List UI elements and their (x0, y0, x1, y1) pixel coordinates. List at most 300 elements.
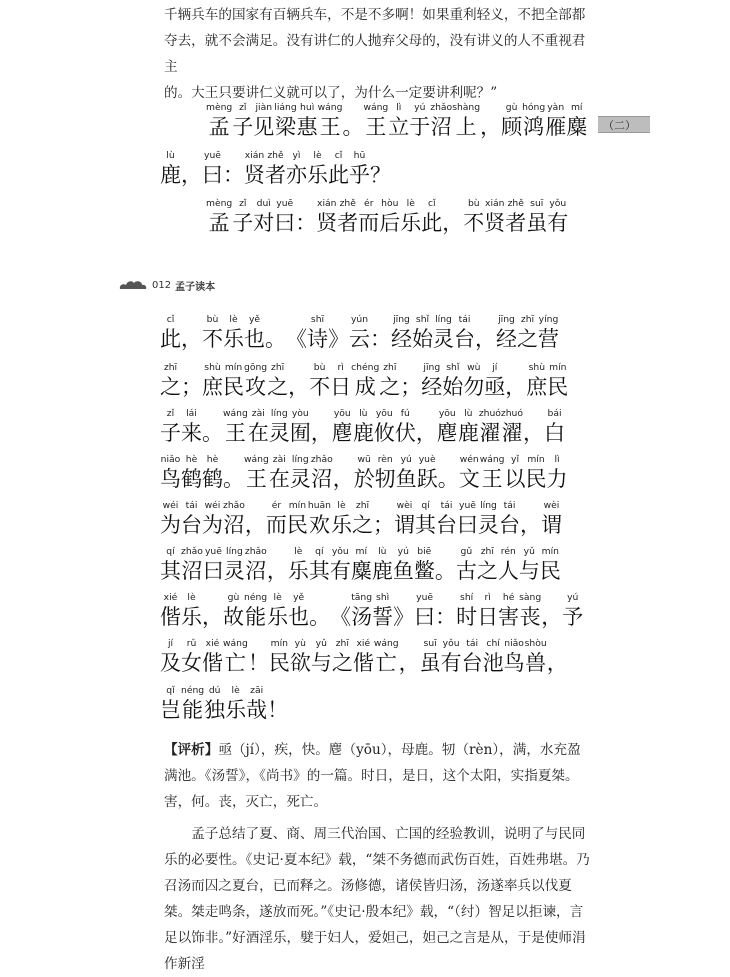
char-unit (463, 198, 484, 236)
hanzi: 见 (253, 115, 275, 139)
pinyin: duì (256, 198, 271, 209)
char-unit (181, 150, 202, 188)
pinyin: qǐ (166, 685, 175, 696)
cloud-ornament-icon (118, 278, 148, 292)
char-unit (248, 408, 269, 446)
pinyin: zài (251, 408, 265, 419)
char-unit (415, 500, 436, 538)
hanzi: 民 (525, 467, 547, 491)
hanzi: 害 (498, 605, 520, 629)
char-unit (498, 546, 519, 584)
pinyin: mín (288, 500, 307, 511)
char-unit (265, 150, 286, 188)
hanzi: ， (541, 605, 563, 629)
char-unit (379, 198, 400, 236)
pinyin: gù (505, 102, 518, 113)
pinyin: yuè (418, 454, 436, 465)
hanzi: ， (523, 421, 544, 445)
char-unit (545, 102, 566, 140)
char-unit (290, 454, 311, 492)
pinyin: wáng (363, 102, 389, 113)
pinyin: líng (270, 408, 288, 419)
hanzi: ， (415, 421, 437, 445)
pinyin: lù (464, 408, 473, 419)
pinyin: yǒu (331, 546, 349, 557)
char-unit (202, 592, 223, 630)
hanzi: 《 (286, 327, 307, 351)
hanzi: 孟 (208, 115, 230, 139)
char-unit (309, 592, 330, 630)
char-unit (354, 454, 375, 492)
char-unit (333, 454, 354, 492)
hanzi: 鸟 (160, 467, 181, 491)
hanzi: 此 (328, 163, 349, 187)
hanzi: 梁 (274, 115, 296, 139)
hanzi: 不 (463, 211, 485, 235)
hanzi: 王 (245, 467, 267, 491)
char-unit (525, 638, 547, 676)
char-unit (547, 638, 568, 676)
pinyin: huān (307, 500, 332, 511)
pinyin: yǔ (523, 546, 535, 557)
pinyin: zǐ (239, 198, 247, 209)
char-unit (269, 454, 290, 492)
pinyin: mí (355, 546, 368, 557)
char-unit (160, 408, 181, 446)
pinyin: xián (485, 198, 505, 209)
char-unit (438, 454, 459, 492)
hanzi: 汤 (351, 605, 373, 629)
char-unit (308, 500, 331, 538)
pinyin: jí (167, 638, 174, 649)
pinyin: yuē (459, 500, 476, 511)
char-unit (435, 592, 456, 630)
hanzi: 兽 (525, 651, 547, 675)
char-unit (544, 408, 565, 446)
hanzi: 攸 (373, 421, 395, 445)
pinyin: yàn (547, 102, 565, 113)
char-unit (342, 102, 363, 140)
hanzi: 民 (547, 375, 569, 399)
char-unit (351, 592, 372, 630)
char-unit (295, 198, 316, 236)
pinyin: bù (206, 314, 219, 325)
pinyin: zhuó (500, 408, 523, 419)
char-unit (267, 592, 288, 630)
pinyin: zhuó (478, 408, 501, 419)
hanzi: 女 (181, 651, 202, 675)
hanzi: 乐 (400, 211, 422, 235)
pinyin: yún (350, 314, 369, 325)
hanzi: 台 (181, 513, 202, 537)
char-unit (388, 102, 409, 140)
char-unit (232, 102, 253, 140)
char-unit (430, 102, 452, 140)
char-unit (541, 592, 562, 630)
char-unit (400, 198, 421, 236)
hanzi: 谓 (394, 513, 416, 537)
pinyin: rèn (377, 454, 393, 465)
char-unit (318, 102, 343, 140)
hanzi: 鸿 (523, 115, 545, 139)
char-unit (547, 454, 568, 492)
char-unit (206, 198, 232, 236)
hanzi: 勿 (463, 375, 485, 399)
char-unit (202, 638, 223, 676)
hanzi: 日 (330, 375, 352, 399)
char-unit (265, 314, 286, 352)
hanzi: 》 (328, 327, 349, 351)
char-unit (269, 408, 290, 446)
char-unit (420, 638, 441, 676)
char-unit (421, 198, 442, 236)
char-unit (435, 546, 456, 584)
pinyin: mí (570, 102, 583, 113)
pinyin: jīng (498, 314, 515, 325)
char-unit (523, 408, 544, 446)
hanzi: 麋 (350, 559, 372, 583)
char-unit (541, 500, 562, 538)
page-number: 012 (152, 279, 172, 291)
hanzi: 。 (342, 115, 364, 139)
char-unit (562, 592, 583, 630)
char-unit (441, 638, 462, 676)
char-unit (244, 362, 267, 400)
hanzi: 。 (437, 467, 459, 491)
pinyin: lè (294, 546, 303, 557)
pinyin: shù (204, 362, 221, 373)
text-line (160, 685, 288, 723)
char-unit (311, 454, 333, 492)
pinyin: xián (244, 150, 265, 161)
hanzi: 之 (517, 327, 538, 351)
translation-block (164, 2, 594, 106)
hanzi: 》 (393, 605, 415, 629)
hanzi: 于 (409, 115, 431, 139)
running-header (118, 276, 215, 294)
char-unit (311, 638, 332, 676)
pinyin: xié (205, 638, 220, 649)
hanzi: ！ (247, 651, 269, 675)
hanzi: 此 (160, 327, 181, 351)
pinyin: wáng (223, 408, 248, 419)
hanzi: 庶 (202, 375, 223, 399)
char-unit (475, 314, 496, 352)
hanzi: 台 (454, 327, 475, 351)
pinyin: dú (208, 685, 221, 696)
pinyin: yuē (416, 592, 434, 603)
pinyin: zhǎo (310, 454, 333, 465)
pinyin: zhī (163, 362, 178, 373)
char-unit (566, 102, 587, 140)
hanzi: 亦 (286, 163, 307, 187)
hanzi: 虽 (419, 651, 441, 675)
pinyin: niǎo (160, 454, 181, 465)
char-unit (269, 638, 290, 676)
pinyin: lù (359, 408, 368, 419)
hanzi: 始 (412, 327, 433, 351)
pinyin: lè (187, 592, 196, 603)
text-line (160, 638, 568, 676)
char-unit (223, 150, 244, 188)
char-unit (416, 408, 437, 446)
char-unit (288, 546, 309, 584)
hanzi: 哉 (246, 698, 268, 722)
char-unit (288, 592, 309, 630)
hanzi: ； (400, 375, 422, 399)
char-unit (204, 685, 225, 723)
pinyin: hè (185, 454, 198, 465)
char-unit (504, 638, 525, 676)
char-unit (224, 546, 245, 584)
char-unit (437, 408, 458, 446)
pinyin: xié (163, 592, 178, 603)
hanzi: 营 (538, 327, 559, 351)
pinyin: shù (528, 362, 546, 373)
pinyin: yǒu (549, 198, 567, 209)
char-unit (181, 454, 202, 492)
char-unit (267, 546, 288, 584)
hanzi: 麋 (566, 115, 588, 139)
char-unit (370, 150, 391, 188)
char-unit (223, 592, 244, 630)
char-unit (160, 638, 181, 676)
hanzi: 始 (442, 375, 464, 399)
hanzi: 台 (461, 651, 483, 675)
hanzi: 王 (224, 421, 246, 445)
char-unit (484, 198, 505, 236)
char-unit (505, 454, 526, 492)
hanzi: 贤 (484, 211, 506, 235)
char-unit (519, 592, 541, 630)
analysis-notes: 亟（jí），疾，快。麀（yōu），母鹿。牣（rèn），满，水充盈满池。《汤誓》，《尚书》的一篇。时日，是日，这个太阳，实指夏桀。害，何。丧，灭亡，死亡。 (164, 742, 581, 810)
char-unit (286, 150, 307, 188)
pinyin: yōu (438, 408, 456, 419)
char-unit (244, 314, 265, 352)
char-unit (160, 454, 181, 492)
hanzi: 偕 (160, 605, 181, 629)
pinyin: néng (181, 685, 205, 696)
char-unit (203, 546, 224, 584)
pinyin: hū (353, 150, 366, 161)
hanzi: 有 (440, 651, 462, 675)
pinyin: shǐ (415, 314, 430, 325)
prose-line: 夺去，就不会满足。没有讲仁的人抛弃父母的，没有讲义的人不重视君主 (164, 33, 586, 75)
pinyin: niǎo (504, 638, 524, 649)
hanzi: 之 (160, 375, 181, 399)
pinyin: zhī (271, 362, 285, 373)
char-unit (160, 546, 181, 584)
pinyin: wáng (479, 454, 505, 465)
pinyin: líng (226, 546, 243, 557)
char-unit (160, 500, 181, 538)
char-unit (395, 408, 416, 446)
hanzi: 鹤 (202, 467, 223, 491)
char-unit (457, 500, 478, 538)
hanzi: 偕 (352, 651, 374, 675)
pinyin: lè (337, 500, 346, 511)
pinyin: tái (185, 500, 198, 511)
pinyin: shòu (524, 638, 547, 649)
hanzi: 来 (181, 421, 202, 445)
hanzi: 池 (482, 651, 504, 675)
char-unit (160, 592, 181, 630)
char-unit (479, 408, 501, 446)
hanzi: 之 (331, 651, 353, 675)
char-unit (266, 500, 287, 538)
hanzi: 虽 (526, 211, 548, 235)
hanzi: ； (373, 513, 395, 537)
hanzi: ： (370, 327, 391, 351)
char-unit (286, 314, 307, 352)
char-unit (223, 362, 244, 400)
pinyin: zhī (383, 362, 397, 373)
hanzi: 日 (477, 605, 499, 629)
pinyin: wén (459, 454, 479, 465)
pinyin: gù (227, 592, 240, 603)
char-unit (181, 592, 202, 630)
char-unit (274, 198, 295, 236)
char-unit (181, 314, 202, 352)
pinyin: rì (337, 362, 344, 373)
hanzi: 时 (456, 605, 478, 629)
hanzi: 沼 (245, 559, 267, 583)
char-unit (330, 592, 351, 630)
char-unit (181, 500, 202, 538)
char-unit (436, 500, 457, 538)
hanzi: 上 (455, 115, 477, 139)
char-unit (351, 546, 372, 584)
pinyin: rǔ (186, 638, 197, 649)
pinyin: tái (466, 638, 479, 649)
hanzi: 於 (353, 467, 375, 491)
pinyin: lè (231, 685, 240, 696)
char-unit (332, 638, 353, 676)
hanzi: 民 (223, 375, 244, 399)
pinyin: wèi (543, 500, 560, 511)
hanzi: 民 (286, 513, 308, 537)
pinyin: chéng (351, 362, 380, 373)
hanzi: 其 (415, 513, 437, 537)
char-unit (202, 150, 223, 188)
pinyin: yú (397, 546, 409, 557)
pinyin: hóng (522, 102, 546, 113)
hanzi: 为 (160, 513, 181, 537)
hanzi: 曰 (274, 211, 296, 235)
hanzi: 台 (499, 513, 521, 537)
char-unit (483, 638, 504, 676)
hanzi: 及 (160, 651, 181, 675)
pinyin: fú (400, 408, 410, 419)
char-unit (352, 500, 373, 538)
hanzi: 沼 (430, 115, 452, 139)
hanzi: 鹤 (181, 467, 202, 491)
pinyin: wù (467, 362, 481, 373)
hanzi: 与 (310, 651, 332, 675)
pinyin: lè (313, 150, 322, 161)
pinyin: chí (486, 638, 500, 649)
pinyin: hè (206, 454, 219, 465)
char-unit (442, 362, 463, 400)
hanzi: 攻 (245, 375, 267, 399)
char-unit (328, 314, 349, 352)
hanzi: 谓 (541, 513, 563, 537)
hanzi: 诗 (307, 327, 328, 351)
hanzi: 鹿 (457, 421, 479, 445)
hanzi: 曰 (457, 513, 479, 537)
pinyin: zhī (335, 638, 349, 649)
pinyin: yě (293, 592, 305, 603)
char-unit (202, 454, 223, 492)
hanzi: 子 (160, 421, 181, 445)
char-unit (245, 500, 266, 538)
pinyin: huì (300, 102, 315, 113)
char-unit (519, 546, 540, 584)
hanzi: ， (442, 211, 464, 235)
hanzi: 鸟 (503, 651, 525, 675)
char-unit (526, 362, 547, 400)
pinyin: yōu (375, 408, 393, 419)
char-unit (421, 362, 442, 400)
hanzi: 麀 (436, 421, 458, 445)
pinyin: zǐ (239, 102, 247, 113)
char-unit (328, 150, 349, 188)
pinyin: líng (480, 500, 497, 511)
char-unit (547, 198, 568, 236)
char-unit (477, 592, 498, 630)
hanzi: 之 (379, 375, 401, 399)
hanzi: 跃 (416, 467, 438, 491)
hanzi: 台 (436, 513, 458, 537)
hanzi: 欲 (289, 651, 311, 675)
hanzi: 力 (546, 467, 568, 491)
char-unit (375, 454, 396, 492)
char-unit (393, 546, 414, 584)
pinyin: yù (294, 638, 306, 649)
text-line (160, 314, 559, 352)
hanzi: 。 (202, 421, 223, 445)
hanzi: 其 (308, 559, 330, 583)
hanzi: 欢 (308, 513, 330, 537)
text-line (160, 500, 562, 538)
hanzi: 后 (379, 211, 401, 235)
pinyin: wáng (317, 102, 343, 113)
hanzi: ； (181, 375, 202, 399)
pinyin: zhě (507, 198, 524, 209)
hanzi: 成 (354, 375, 376, 399)
char-unit (480, 454, 505, 492)
char-unit (297, 102, 318, 140)
pinyin: cǐ (166, 314, 175, 325)
pinyin: wèi (396, 500, 413, 511)
hanzi: 乐 (267, 605, 289, 629)
hanzi: 也 (288, 605, 310, 629)
hanzi: 民 (539, 559, 561, 583)
analysis-paragraph: 孟子总结了夏、商、周三代治国、亡国的经验教训，说明了与民同乐的必要性。《史记·夏本纪》载，“桀不务德而武伤百姓，百姓弗堪。乃召汤而囚之夏台，已而释之。汤修德，诸侯皆归汤，汤遂率兵以伐夏桀。桀走鸣条，遂放而死。”《史记·殷本纪》载，“（纣）智足以拒谏，言足以饰非。”好酒淫乐，嬖于妇人，爱妲己，妲己之言是从，于是使师涓作新淫 (164, 826, 590, 972)
char-unit (372, 546, 393, 584)
text-line (160, 362, 568, 400)
hanzi: 之 (476, 559, 498, 583)
char-unit (417, 454, 438, 492)
char-unit (316, 198, 337, 236)
prose-line: 的。大王只要讲仁义就可以了，为什么一定要讲利呢？” (164, 85, 498, 101)
pinyin: shàng (452, 102, 481, 113)
hanzi: 鱼 (395, 467, 417, 491)
hanzi: 王 (365, 115, 387, 139)
char-unit (267, 685, 288, 723)
char-unit (202, 408, 223, 446)
pinyin: zhǎo (430, 102, 453, 113)
